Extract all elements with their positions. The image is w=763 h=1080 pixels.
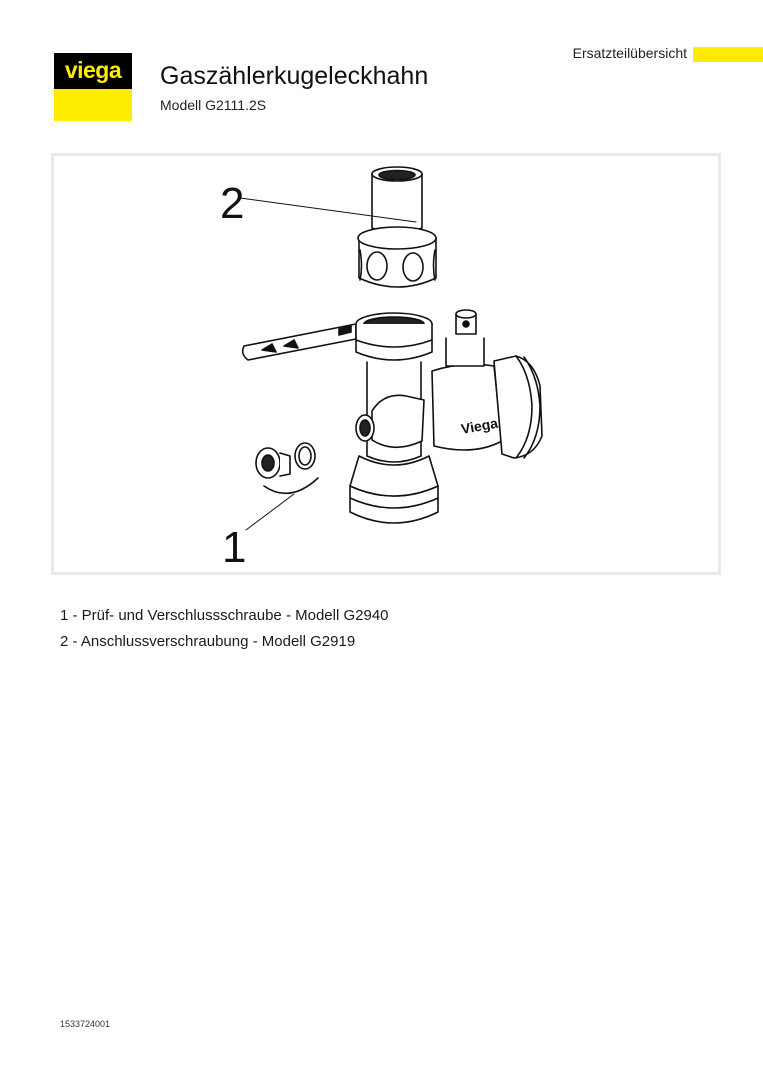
exploded-view-figure (51, 153, 721, 575)
legend-item: 2 - Anschlussverschraubung - Modell G2919 (60, 633, 356, 650)
part-2-union-connector (358, 167, 436, 287)
valve-body (350, 310, 542, 523)
valve-lever-handle (243, 324, 356, 360)
callout-number-1: 1 (222, 523, 247, 572)
document-type: Ersatzteilübersicht (572, 45, 687, 61)
callout-number-2: 2 (220, 179, 245, 228)
legend-item: 1 - Prüf- und Verschlussschraube - Modell G2940 (60, 607, 389, 624)
valve-brand-mark: Viega (459, 414, 500, 437)
callout-1-leader (246, 494, 294, 530)
viega-logo (54, 53, 132, 121)
logo-yellow-block (54, 89, 132, 121)
page-subtitle: Modell G2111.2S (160, 97, 267, 113)
logo-text: viega (64, 57, 122, 83)
valve-drawing (54, 156, 718, 572)
part-1-test-plug (256, 443, 318, 493)
page-title: Gaszählerkugeleckhahn (160, 62, 429, 90)
doc-type-yellow-bar (693, 47, 763, 62)
document-number: 1533724001 (60, 1019, 111, 1029)
parts-legend (60, 603, 389, 655)
